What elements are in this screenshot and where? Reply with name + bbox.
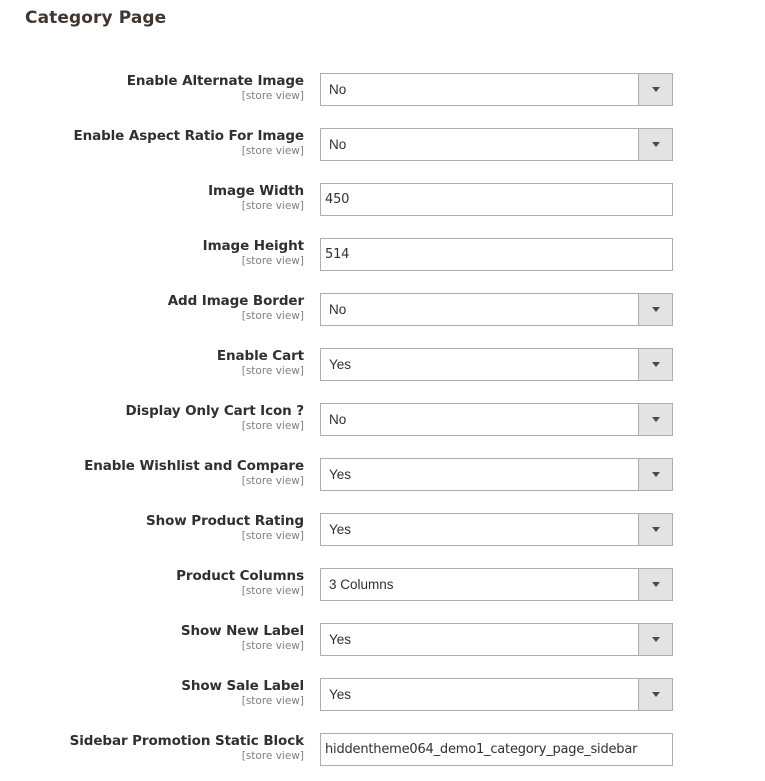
caret-down-icon <box>652 87 660 92</box>
enable-wishlist-compare-select[interactable] <box>320 458 673 491</box>
field-label: Add Image Border <box>167 293 304 309</box>
scope-label: [store view] <box>241 585 304 597</box>
field-row-display-only-cart-icon <box>0 403 765 436</box>
enable-aspect-ratio-select[interactable] <box>320 128 673 161</box>
scope-label: [store view] <box>241 695 304 707</box>
field-label: Image Height <box>202 238 304 254</box>
field-row-show-sale-label <box>0 678 765 711</box>
field-label: Enable Cart <box>216 348 304 364</box>
select-value: No <box>329 82 347 97</box>
field-row-enable-alternate-image <box>0 73 765 106</box>
scope-label: [store view] <box>241 475 304 487</box>
field-label: Sidebar Promotion Static Block <box>69 733 304 749</box>
select-value: Yes <box>329 632 352 647</box>
field-label: Show Sale Label <box>181 678 304 694</box>
field-row-product-columns <box>0 568 765 601</box>
select-toggle[interactable] <box>638 569 672 600</box>
input-value: 450 <box>325 192 350 207</box>
select-toggle[interactable] <box>638 624 672 655</box>
field-label: Enable Aspect Ratio For Image <box>73 128 304 144</box>
field-row-add-image-border <box>0 293 765 326</box>
field-row-show-new-label <box>0 623 765 656</box>
caret-down-icon <box>652 527 660 532</box>
select-value: Yes <box>329 357 352 372</box>
show-product-rating-select[interactable] <box>320 513 673 546</box>
scope-label: [store view] <box>241 530 304 542</box>
field-label: Product Columns <box>176 568 304 584</box>
input-value: hiddentheme064_demo1_category_page_sidebar <box>325 742 638 757</box>
select-toggle[interactable] <box>638 129 672 160</box>
select-value: No <box>329 412 347 427</box>
caret-down-icon <box>652 472 660 477</box>
select-toggle[interactable] <box>638 679 672 710</box>
caret-down-icon <box>652 362 660 367</box>
scope-label: [store view] <box>241 365 304 377</box>
scope-label: [store view] <box>241 420 304 432</box>
caret-down-icon <box>652 692 660 697</box>
image-height-input[interactable] <box>320 238 673 271</box>
select-toggle[interactable] <box>638 294 672 325</box>
field-label: Display Only Cart Icon ? <box>125 403 304 419</box>
field-row-show-product-rating <box>0 513 765 546</box>
scope-label: [store view] <box>241 310 304 322</box>
enable-cart-select[interactable] <box>320 348 673 381</box>
image-width-input[interactable] <box>320 183 673 216</box>
scope-label: [store view] <box>241 255 304 267</box>
scope-label: [store view] <box>241 200 304 212</box>
scope-label: [store view] <box>241 90 304 102</box>
field-label: Show Product Rating <box>146 513 304 529</box>
field-row-enable-aspect-ratio <box>0 128 765 161</box>
section-title: Category Page <box>25 8 167 28</box>
select-value: Yes <box>329 522 352 537</box>
input-value: 514 <box>325 247 350 262</box>
select-toggle[interactable] <box>638 459 672 490</box>
select-value: 3 Columns <box>329 577 394 592</box>
caret-down-icon <box>652 582 660 587</box>
field-label: Image Width <box>208 183 304 199</box>
enable-alternate-image-select[interactable] <box>320 73 673 106</box>
caret-down-icon <box>652 307 660 312</box>
field-label: Enable Alternate Image <box>126 73 304 89</box>
add-image-border-select[interactable] <box>320 293 673 326</box>
scope-label: [store view] <box>241 750 304 762</box>
field-row-image-height <box>0 238 765 271</box>
caret-down-icon <box>652 142 660 147</box>
select-toggle[interactable] <box>638 74 672 105</box>
caret-down-icon <box>652 637 660 642</box>
show-new-label-select[interactable] <box>320 623 673 656</box>
display-only-cart-icon-select[interactable] <box>320 403 673 436</box>
field-label: Enable Wishlist and Compare <box>84 458 304 474</box>
select-toggle[interactable] <box>638 349 672 380</box>
scope-label: [store view] <box>241 145 304 157</box>
field-label: Show New Label <box>180 623 304 639</box>
select-value: Yes <box>329 467 352 482</box>
select-toggle[interactable] <box>638 514 672 545</box>
select-value: No <box>329 302 347 317</box>
select-value: No <box>329 137 347 152</box>
field-row-image-width <box>0 183 765 216</box>
show-sale-label-select[interactable] <box>320 678 673 711</box>
product-columns-select[interactable] <box>320 568 673 601</box>
field-row-enable-wishlist-compare <box>0 458 765 491</box>
field-row-enable-cart <box>0 348 765 381</box>
sidebar-promotion-static-block-input[interactable] <box>320 733 673 766</box>
field-row-sidebar-promotion-static-block <box>0 733 765 766</box>
select-value: Yes <box>329 687 352 702</box>
caret-down-icon <box>652 417 660 422</box>
select-toggle[interactable] <box>638 404 672 435</box>
scope-label: [store view] <box>241 640 304 652</box>
